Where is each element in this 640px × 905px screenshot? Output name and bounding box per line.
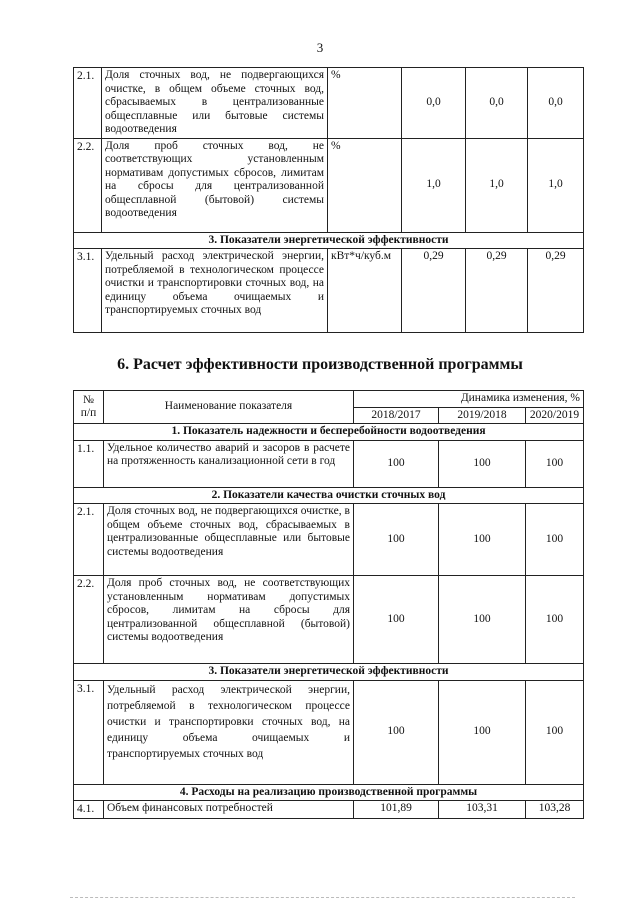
table-row xyxy=(74,504,584,576)
value-2018: 101,89 xyxy=(354,801,439,819)
section-title: 4. Расходы на реализацию производственной программы xyxy=(74,784,584,801)
header-dynamics: Динамика изменения, % xyxy=(354,391,584,408)
table-row xyxy=(74,576,584,664)
row-number: 2.2. xyxy=(74,576,104,664)
indicator-name: Доля проб сточных вод, не соответствующих установленным нормативам допустимых сбросов, лимитам на сбросы для централизованной общесплавной (бытовой) системы водоотведения xyxy=(104,576,354,664)
unit: % xyxy=(328,68,402,139)
value-2020: 100 xyxy=(526,680,584,784)
section-header xyxy=(74,424,584,441)
page-number: 3 xyxy=(316,40,324,55)
value-2019: 1,0 xyxy=(466,138,528,232)
section-header xyxy=(74,487,584,504)
value-2018: 100 xyxy=(354,440,439,487)
table-row xyxy=(74,249,584,333)
indicator-name: Удельный расход электрической энергии, потребляемой в технологическом процессе очистки и транспортировки сточных вод, на единицу объема очищаемых и транспортируемых сточных вод xyxy=(102,249,328,333)
value-2019: 0,0 xyxy=(466,68,528,139)
indicator-name: Удельный расход электрической энергии, потребляемой в технологическом процессе очистки и транспортировки сточных вод, на единицу объема очищаемых и транспортируемых сточных вод xyxy=(104,680,354,784)
table-row xyxy=(74,801,584,819)
table-row xyxy=(74,138,584,232)
year-header: 2020/2019 xyxy=(526,407,584,424)
indicator-name: Доля сточных вод, не подвергающихся очистке, в общем объеме сточных вод, сбрасываемых в централизованные общесплавные или бытовые системы водоотведения xyxy=(104,504,354,576)
year-header: 2019/2018 xyxy=(439,407,526,424)
table-continued xyxy=(73,67,584,333)
value-2019: 100 xyxy=(439,680,526,784)
value-2018: 100 xyxy=(354,680,439,784)
indicator-name: Доля проб сточных вод, не соответствующих установленным нормативам допустимых сбросов, лимитам на сбросы для централизованной общесплавной (бытовой) системы водоотведения xyxy=(102,138,328,232)
section-header xyxy=(74,664,584,681)
indicator-name: Удельное количество аварий и засоров в расчете на протяженность канализационной сети в год xyxy=(104,440,354,487)
value-2018: 1,0 xyxy=(402,138,466,232)
value-2018: 100 xyxy=(354,504,439,576)
value-2020: 103,28 xyxy=(526,801,584,819)
section-title: 3. Показатели энергетической эффективности xyxy=(74,664,584,681)
section-title-6: 6. Расчет эффективности производственной программы xyxy=(117,356,523,373)
value-2020: 1,0 xyxy=(528,138,584,232)
row-number: 3.1. xyxy=(74,680,104,784)
value-2020: 0,0 xyxy=(528,68,584,139)
value-2019: 103,31 xyxy=(439,801,526,819)
row-number: 2.2. xyxy=(74,138,102,232)
value-2020: 0,29 xyxy=(528,249,584,333)
table-row xyxy=(74,680,584,784)
unit: кВт*ч/куб.м xyxy=(328,249,402,333)
value-2020: 100 xyxy=(526,440,584,487)
value-2019: 100 xyxy=(439,504,526,576)
value-2020: 100 xyxy=(526,504,584,576)
row-number: 4.1. xyxy=(74,801,104,819)
footer-divider xyxy=(70,897,575,898)
year-header: 2018/2017 xyxy=(354,407,439,424)
section-title: 2. Показатели качества очистки сточных вод xyxy=(74,487,584,504)
efficiency-table xyxy=(73,390,584,819)
value-2019: 0,29 xyxy=(466,249,528,333)
row-number: 3.1. xyxy=(74,249,102,333)
value-2018: 0,0 xyxy=(402,68,466,139)
value-2019: 100 xyxy=(439,576,526,664)
header-row xyxy=(74,391,584,408)
section-header xyxy=(74,232,584,249)
row-number: 2.1. xyxy=(74,504,104,576)
header-number: № п/п xyxy=(74,391,104,424)
unit: % xyxy=(328,138,402,232)
table-row xyxy=(74,68,584,139)
section-title: 3. Показатели энергетической эффективности xyxy=(74,232,584,249)
value-2020: 100 xyxy=(526,576,584,664)
row-number: 2.1. xyxy=(74,68,102,139)
row-number: 1.1. xyxy=(74,440,104,487)
value-2019: 100 xyxy=(439,440,526,487)
indicator-name: Доля сточных вод, не подвергающихся очистке, в общем объеме сточных вод, сбрасываемых в централизованные общесплавные или бытовые системы водоотведения xyxy=(102,68,328,139)
table-row xyxy=(74,440,584,487)
header-name: Наименование показателя xyxy=(104,391,354,424)
value-2018: 0,29 xyxy=(402,249,466,333)
section-title: 1. Показатель надежности и бесперебойности водоотведения xyxy=(74,424,584,441)
section-header xyxy=(74,784,584,801)
indicator-name: Объем финансовых потребностей xyxy=(104,801,354,819)
value-2018: 100 xyxy=(354,576,439,664)
